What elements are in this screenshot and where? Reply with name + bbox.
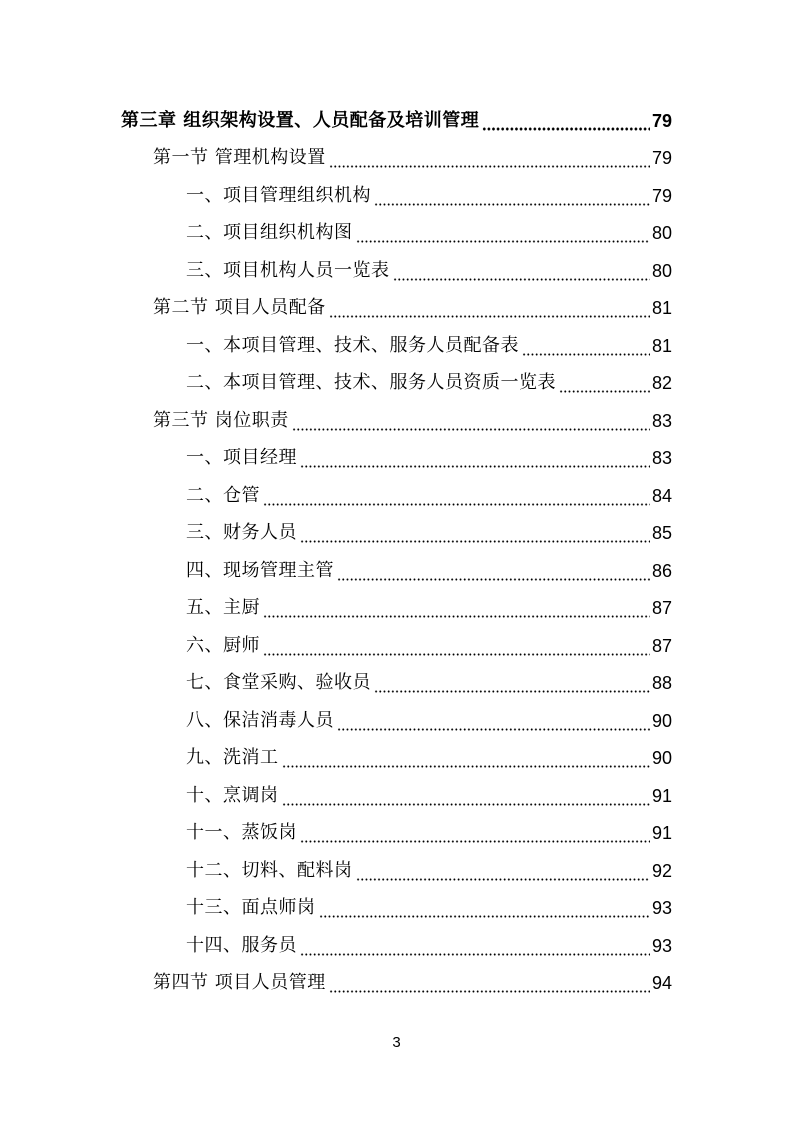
toc-entry-title: 一、本项目管理、技术、服务人员配备表 — [186, 334, 519, 356]
toc-dot-leader — [300, 938, 650, 956]
toc-entry-page: 90 — [651, 710, 672, 731]
toc-entry-section-2[interactable] — [0, 290, 793, 328]
toc-entry-title: 第四节 项目人员管理 — [153, 972, 326, 994]
toc-entry-section-4[interactable] — [0, 965, 793, 1003]
toc-dot-leader — [522, 338, 650, 356]
toc-entry-title: 二、本项目管理、技术、服务人员资质一览表 — [186, 372, 556, 394]
toc-entry-page: 81 — [651, 335, 672, 356]
toc-entry-page: 82 — [651, 373, 672, 394]
toc-entry[interactable] — [0, 890, 793, 928]
toc-entry-page: 87 — [651, 598, 672, 619]
toc-dot-leader — [300, 450, 650, 468]
toc-entry-title: 七、食堂采购、验收员 — [186, 672, 371, 694]
toc-entry-title: 十一、蒸饭岗 — [186, 822, 297, 844]
toc-entry-title: 第一节 管理机构设置 — [153, 147, 326, 169]
toc-entry-title: 第二节 项目人员配备 — [153, 297, 326, 319]
toc-entry-page: 93 — [651, 935, 672, 956]
toc-entry-page: 83 — [651, 448, 672, 469]
toc-entry-title: 十、烹调岗 — [186, 784, 279, 806]
toc-entry[interactable] — [0, 665, 793, 703]
toc-entry-title: 九、洗消工 — [186, 747, 279, 769]
toc-entry[interactable] — [0, 477, 793, 515]
toc-entry[interactable] — [0, 702, 793, 740]
toc-entry-title: 四、现场管理主管 — [186, 559, 334, 581]
toc-entry-page: 90 — [651, 748, 672, 769]
toc-entry-page: 79 — [651, 148, 672, 169]
toc-entry[interactable] — [0, 852, 793, 890]
toc-entry-page: 91 — [651, 823, 672, 844]
table-of-contents — [0, 102, 793, 1002]
toc-dot-leader — [263, 488, 650, 506]
page-number: 3 — [392, 1034, 401, 1051]
toc-dot-leader — [356, 863, 650, 881]
toc-entry[interactable] — [0, 365, 793, 403]
toc-dot-leader — [282, 788, 650, 806]
toc-entry[interactable] — [0, 177, 793, 215]
toc-entry[interactable] — [0, 552, 793, 590]
toc-entry-page: 83 — [651, 410, 672, 431]
toc-entry[interactable] — [0, 815, 793, 853]
toc-entry[interactable] — [0, 590, 793, 628]
toc-entry-page: 81 — [651, 298, 672, 319]
toc-entry-title: 十三、面点师岗 — [186, 897, 316, 919]
toc-entry-title: 十二、切料、配料岗 — [186, 859, 353, 881]
toc-entry-page: 94 — [651, 973, 672, 994]
toc-dot-leader — [393, 263, 650, 281]
toc-dot-leader — [300, 525, 650, 543]
toc-dot-leader — [292, 413, 650, 431]
toc-dot-leader — [319, 900, 650, 918]
toc-dot-leader — [329, 150, 650, 168]
toc-entry-page: 79 — [651, 110, 672, 131]
toc-entry-page: 84 — [651, 485, 672, 506]
toc-dot-leader — [329, 975, 650, 993]
toc-entry-title: 一、项目经理 — [186, 447, 297, 469]
toc-entry-title: 三、财务人员 — [186, 522, 297, 544]
toc-entry[interactable] — [0, 927, 793, 965]
toc-entry-title: 五、主厨 — [186, 597, 260, 619]
toc-dot-leader — [263, 638, 650, 656]
toc-entry-page: 79 — [651, 185, 672, 206]
toc-entry[interactable] — [0, 327, 793, 365]
toc-entry-section-1[interactable] — [0, 140, 793, 178]
toc-entry[interactable] — [0, 777, 793, 815]
toc-dot-leader — [337, 563, 650, 581]
toc-entry-page: 80 — [651, 223, 672, 244]
toc-entry-title: 二、项目组织机构图 — [186, 222, 353, 244]
toc-dot-leader — [374, 188, 650, 206]
toc-entry-title: 第三章 组织架构设置、人员配备及培训管理 — [121, 109, 480, 131]
toc-entry-section-3[interactable] — [0, 402, 793, 440]
toc-entry-page: 93 — [651, 898, 672, 919]
toc-entry-title: 六、厨师 — [186, 634, 260, 656]
toc-entry-page: 92 — [651, 860, 672, 881]
toc-entry-title: 十四、服务员 — [186, 934, 297, 956]
toc-dot-leader — [356, 225, 650, 243]
toc-entry-title: 二、仓管 — [186, 484, 260, 506]
toc-entry-page: 87 — [651, 635, 672, 656]
toc-entry[interactable] — [0, 215, 793, 253]
toc-entry[interactable] — [0, 440, 793, 478]
toc-dot-leader — [282, 750, 650, 768]
toc-entry-page: 85 — [651, 523, 672, 544]
toc-entry-page: 91 — [651, 785, 672, 806]
toc-dot-leader — [329, 300, 650, 318]
toc-dot-leader — [300, 825, 650, 843]
toc-dot-leader — [374, 675, 650, 693]
toc-entry-chapter-3[interactable] — [0, 102, 793, 140]
toc-entry-title: 一、项目管理组织机构 — [186, 184, 371, 206]
toc-entry[interactable] — [0, 252, 793, 290]
toc-entry[interactable] — [0, 627, 793, 665]
toc-dot-leader — [482, 113, 650, 131]
toc-entry-page: 86 — [651, 560, 672, 581]
toc-entry-page: 80 — [651, 260, 672, 281]
toc-dot-leader — [337, 713, 650, 731]
toc-entry-title: 三、项目机构人员一览表 — [186, 259, 390, 281]
toc-entry-page: 88 — [651, 673, 672, 694]
toc-entry-title: 第三节 岗位职责 — [153, 409, 289, 431]
toc-entry[interactable] — [0, 740, 793, 778]
toc-dot-leader — [559, 375, 650, 393]
toc-entry-title: 八、保洁消毒人员 — [186, 709, 334, 731]
toc-dot-leader — [263, 600, 650, 618]
toc-entry[interactable] — [0, 515, 793, 553]
